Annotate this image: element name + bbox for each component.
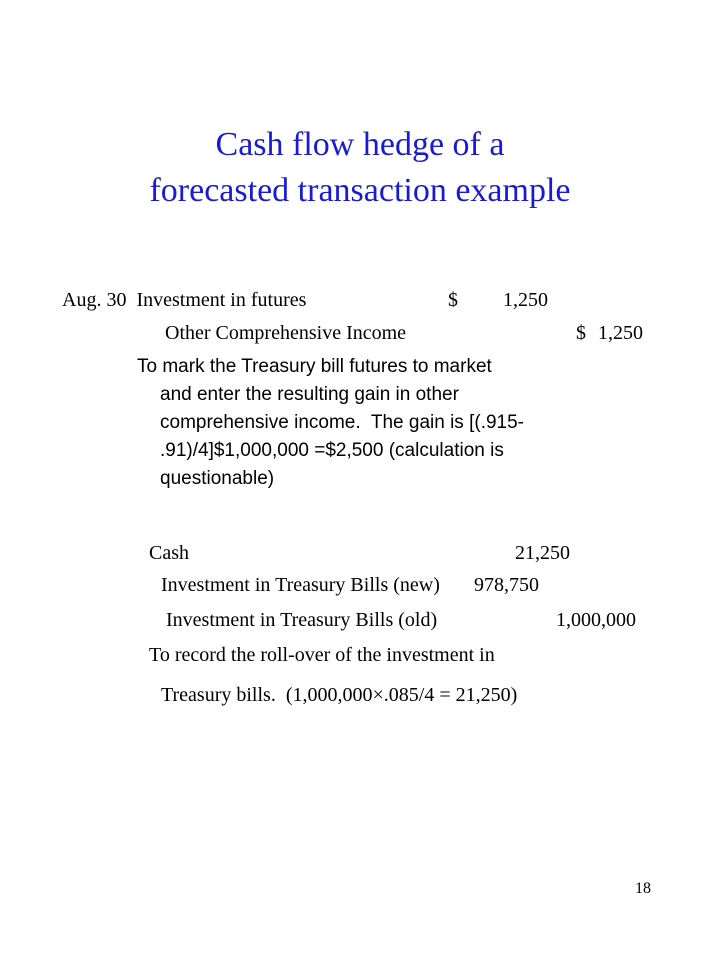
entry1-debit-amount: 1,250 — [503, 289, 548, 311]
entry1-explanation-line-2: and enter the resulting gain in other — [160, 384, 459, 405]
entry1-credit-amount: 1,250 — [598, 322, 643, 344]
entry1-debit-account: Aug. 30 Investment in futures — [62, 289, 307, 311]
entry2-new-bills-amount: 978,750 — [474, 574, 539, 596]
entry1-debit-currency: $ — [448, 289, 458, 311]
entry1-explanation-line-4: .91)/4]$1,000,000 =$2,500 (calculation is — [160, 440, 504, 461]
entry2-old-bills-amount: 1,000,000 — [556, 609, 636, 631]
entry1-explanation-line-3: comprehensive income. The gain is [(.915- — [160, 412, 524, 433]
slide-title-line-1: Cash flow hedge of a — [215, 126, 505, 163]
entry2-old-bills-label: Investment in Treasury Bills (old) — [166, 609, 438, 631]
entry2-explanation-line-2: Treasury bills. (1,000,000×.085/4 = 21,250) — [161, 684, 518, 706]
entry2-cash-amount: 21,250 — [515, 542, 570, 564]
entry2-explanation-line-1: To record the roll-over of the investment in — [149, 644, 495, 666]
slide-title-line-2: forecasted transaction example — [149, 172, 571, 209]
entry2-cash-label: Cash — [149, 542, 189, 564]
entry1-credit-account: Other Comprehensive Income — [165, 322, 407, 344]
entry2-new-bills-label: Investment in Treasury Bills (new) — [161, 574, 440, 596]
page-number: 18 — [635, 880, 651, 897]
entry1-explanation-line-1: To mark the Treasury bill futures to market — [137, 356, 492, 377]
entry1-explanation-line-5: questionable) — [160, 468, 275, 489]
entry1-credit-currency: $ — [576, 322, 586, 344]
